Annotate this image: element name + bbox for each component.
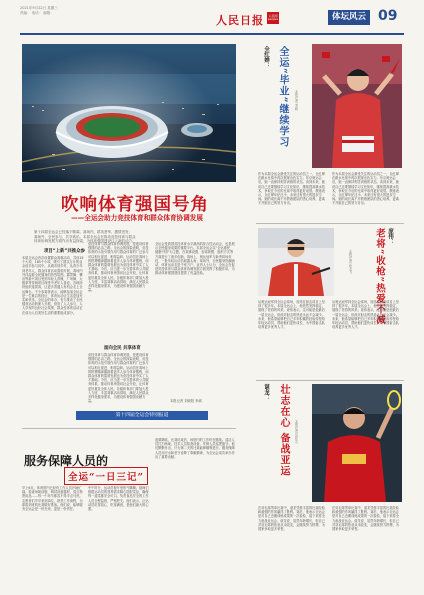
main-story-column-2: 竞技体育与群众体育协调发展，是建设体育强国的必由之路。全运会的探索表明，竞技体育的示范引领作用与群众体育的广泛参与可以相互促进、相得益彰。运动员在赛场上的拼搏精神激励着更多人参与体育锻炼，而群众体育的蓬勃发展也为竞技体育夯实了人才基础。今后，应当进一步完善体育公共服务体系，推动体育场馆向社会开放，让体育更好惠及全体人民。各级体育部门要加大投入力度，丰富赛事活动供给，满足人民群众多样化健身需求，为建设体育强国贡献力量。 — [88, 242, 149, 293]
section-title-2: 面向全民 共享体育 — [104, 346, 141, 351]
profile-1-headline: 全运“毕业”继续学习 — [277, 46, 288, 148]
service-column-3: 夜幕降临，比赛结束后，场馆内的工作仍在继续。清洁人员打扫场地，技术人员检查设备，安保人员巡逻值守。他们默默付出，只为第二天的比赛能够顺利进行。服务保障人员用汗水和坚守诠释了奉献精神，为全运会成功举办作出了重要贡献。 — [155, 438, 235, 459]
shooter-athlete-photo — [258, 228, 334, 296]
profile-2-byline: 本报记者 孙龙飞 — [348, 250, 352, 274]
profile-3-name: 谌龙： — [263, 384, 269, 401]
profile-3-byline: 本报记者 范佳元 — [294, 420, 298, 444]
masthead: 人民日报 — [216, 14, 264, 27]
page-number: 09 — [378, 8, 398, 24]
profile-2-headline: 老将“收枪”热爱不减 — [374, 228, 385, 325]
divider — [22, 428, 236, 429]
divider — [256, 380, 404, 381]
masthead-seal: 人民网 people — [267, 12, 279, 24]
main-headline: 吹响体育强国号角 — [61, 195, 209, 215]
main-story-byline: 本报记者 刘硕阳 李硕 — [170, 399, 202, 403]
date-line: 2021年9月22日 星期三 — [20, 6, 58, 10]
badminton-athlete-photo — [312, 384, 402, 502]
main-story-column-3: 全运会是我国竞技体育水平最高的综合性运动会，也是展示全民健身成果的重要平台。本届全运会以“全运惠民、健康中国”为主题，在赛事设置、参赛规模、组织方式等方面进行了诸多创新。赛场上，奥运冠军与新秀同场竞技，一批年轻运动员崭露头角；赛场外，全民健身热潮涌动，体育运动走进千家万户。业内人士认为，全运会在促进竞技体育与群众体育协调发展方面发挥了积极作用，为推动体育强国建设提供了有益经验。 — [155, 242, 235, 276]
profile-1-name: 全红婵： — [263, 46, 269, 68]
profile-2-name: 庞伟： — [387, 228, 393, 245]
page-header — [20, 0, 404, 40]
main-story-column-2b: 竞技体育与群众体育协调发展，是建设体育强国的必由之路。全运会的探索表明，竞技体育的示范引领作用与群众体育的广泛参与可以相互促进、相得益彰。运动员在赛场上的拼搏精神激励着更多人参与体育锻炼，而群众体育的蓬勃发展也为竞技体育夯实了人才基础。今后，应当进一步完善体育公共服务体系，推动体育场馆向社会开放，让体育更好惠及全体人民。各级体育部门要加大投入力度，丰富赛事活动供给，满足人民群众多样化健身需求，为建设体育强国贡献力量。 — [88, 353, 149, 404]
profile-3-text-a: 在羽毛球男单比赛中，谌龙凭借丰富的比赛经验和顽强的作风赢得了胜利。赛后，他表示全运会是对自己近期训练成果的一次检验，接下来将全力备战亚运会。谌龙说，虽然年龄增长，但自己对羽毛球的热爱从未改变，会继续努力拼搏，为国家争取更多荣誉。 — [258, 506, 325, 532]
profile-3-text-b: 在羽毛球男单比赛中，谌龙凭借丰富的比赛经验和顽强的作风赢得了胜利。赛后，他表示全运会是对自己近期训练成果的一次检验，接下来将全力备战亚运会。谌龙说，虽然年龄增长，但自己对羽毛球的热爱从未改变，会继续努力拼搏，为国家争取更多荣誉。 — [332, 506, 399, 532]
diver-athlete-photo — [312, 44, 402, 168]
main-story-column-1: 本届全运会首次设置群众赛事活动，共设19个大项、185个小项，吸引了数以万计的业余选手参与其中。从城市到乡村，从青少年到老年人，群众体育活动蓬勃开展，赛场内外洋溢着全民健身的热烈氛围。霹雳舞、攀岩等新兴项目受到年轻人青睐，广场舞、太极拳等传统项目深受中老年人喜爱。各地纷纷组织选拔赛，让更多普通人有机会走上全运舞台。不少参赛者表示，能够参加全运会是一生难忘的经历，体育运动让生活更加充实和快乐。全运会的举办，有力推动了全民健身运动的深入开展，营造了人人参与、人人享有的良好社会氛围，群众性体育活动正在成为人们美好生活的重要组成部分。 — [22, 256, 84, 315]
profile-2-text-b: 从奥运冠军到全运会赛场，庞伟在射击项目上坚持了很多年。本届全运会上，他依然发挥稳定，展现了老将的风采。庞伟表示，这可能是他最后一届全运会，但他对射击的热爱永远不会减少。未来，他希望能够把自己多年积累的经验传授给年轻运动员，帮助他们更快成长，为中国射击队培养更多优秀人才。 — [332, 300, 399, 330]
main-subheadline: ——全运会助力竞技体育和群众体育协调发展 — [71, 214, 203, 222]
service-story-headline: 服务保障人员的 — [24, 454, 109, 468]
section-tab: 体坛风云 — [328, 10, 370, 25]
stadium-night-photo — [22, 44, 236, 182]
section-title-1: 项目“上新”共推众参 — [44, 249, 85, 254]
profile-3-headline: 壮志在心 备战亚运 — [278, 384, 289, 477]
service-story-boxed-title: 全运“一日三记” — [64, 467, 148, 485]
lead-line: 体育协调发展方面作出有益探索，为体育强国建设注入新的动力。 — [34, 239, 136, 244]
service-column-2: 中午时分，运动员餐厅里热气腾腾。厨师们根据运动员的营养需求精心搭配菜品，确保每一道菜都安全可口。负责食品安全的工作人员全程监督，严格把关。他们表示，让运动员吃得放心、吃得满意，是他们最大的心愿。 — [88, 486, 149, 512]
profile-1-text-a: 作为本届全运会最受关注的运动员之一，全红婵在跳水比赛中再次展现出色实力。东京奥运会后，她一直保持刻苦训练的状态。谈到未来，她说自己还要继续学习文化知识，继续提高跳水技术，争取在今后的比赛中取得更好成绩。教练表示，全红婵年纪还小，未来还有很大的进步空间。她的成长离不开教练团队的悉心培养，更离不开她自己的努力付出。 — [258, 172, 325, 206]
profile-2-text-a: 从奥运冠军到全运会赛场，庞伟在射击项目上坚持了很多年。本届全运会上，他依然发挥稳定，展现了老将的风采。庞伟表示，这可能是他最后一届全运会，但他对射击的热爱永远不会减少。未来，他希望能够把自己多年积累的经验传授给年轻运动员，帮助他们更快成长，为中国射击队培养更多优秀人才。 — [258, 300, 325, 330]
header-rule — [20, 33, 404, 35]
lead-line: 赛场外，全民参与、共享欢乐。本届全运会在推动竞技体育与群众 — [34, 234, 136, 239]
header-meta — [20, 6, 160, 16]
special-report-banner: 第十四届全运会特别报道 — [76, 411, 208, 420]
service-column-1: 早上6点，体育馆内已经有工作人员开始忙碌。检查场地设施、调试设备器材、清点物资用品……每一个环节都容不得半点马虎。志愿者们早早来到岗位，熟悉工作流程，为即将到来的比赛做好准备。他们说，能够服务全运会是一份光荣，更是一份责任。 — [22, 486, 83, 512]
divider — [256, 223, 404, 224]
lead-line: 第十四届全运会已经落下帷幕。赛场内，群英荟萃、激情迸发； — [34, 230, 132, 234]
editor-line: 责编： 电话： 邮箱： — [20, 11, 54, 15]
profile-1-text-b: 作为本届全运会最受关注的运动员之一，全红婵在跳水比赛中再次展现出色实力。东京奥运会后，她一直保持刻苦训练的状态。谈到未来，她说自己还要继续学习文化知识，继续提高跳水技术，争取在今后的比赛中取得更好成绩。教练表示，全红婵年纪还小，未来还有很大的进步空间。她的成长离不开教练团队的悉心培养，更离不开她自己的努力付出。 — [332, 172, 399, 206]
profile-1-byline: 本报记者 李硕 — [294, 90, 298, 111]
